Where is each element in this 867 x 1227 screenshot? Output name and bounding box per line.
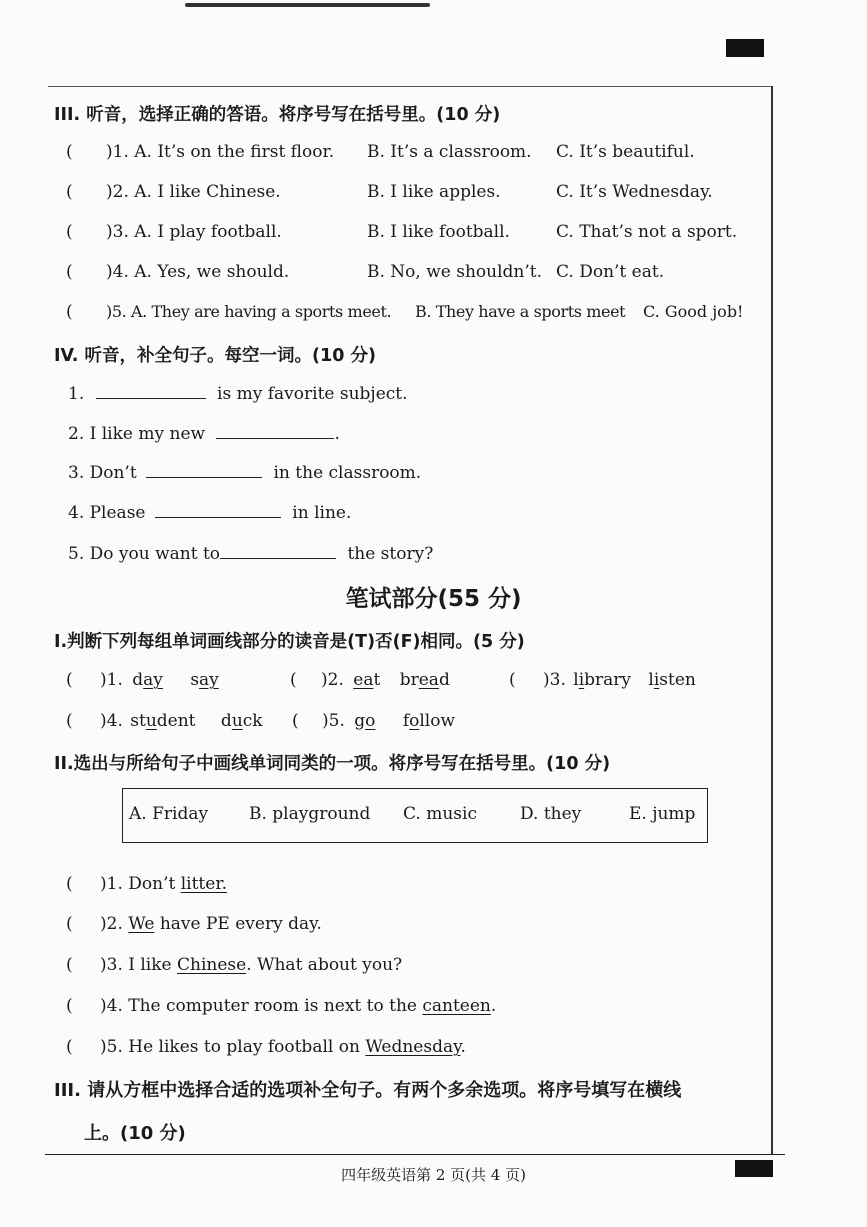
item-number: )5. — [322, 711, 345, 731]
question-option-c: C. It’s Wednesday. — [556, 182, 713, 202]
options-box — [122, 788, 708, 843]
underlined-part: o — [409, 711, 420, 731]
word-part: t — [373, 670, 381, 690]
question-option-b: B. No, we shouldn’t. — [367, 262, 542, 282]
sentence-3 — [68, 463, 421, 483]
underlined-part: ay — [199, 670, 219, 690]
sentence-text: . — [460, 1037, 466, 1057]
classify-item-4 — [100, 996, 496, 1016]
page-frame-top — [48, 86, 773, 87]
option-d: D. they — [520, 804, 582, 824]
sentence-4 — [68, 503, 351, 523]
fill-blank[interactable] — [96, 384, 206, 399]
answer-bracket[interactable]: ( — [66, 142, 73, 162]
word-part: sten — [659, 670, 696, 690]
underlined-part: ay — [143, 670, 163, 690]
registration-mark — [726, 39, 764, 57]
phonics-item-2 — [321, 670, 450, 690]
question-option-a: )3. A. I play football. — [106, 222, 282, 242]
written-section-title: 笔试部分(55 分) — [345, 586, 522, 612]
phonics-item-5 — [322, 711, 455, 731]
phonics-item-4 — [100, 711, 263, 731]
word-part: brary — [584, 670, 632, 690]
option-b: B. playground — [249, 804, 371, 824]
item-number: )1. — [100, 670, 123, 690]
word — [221, 711, 263, 731]
underlined-part: u — [231, 711, 243, 731]
question-option-c: C. It’s beautiful. — [556, 142, 695, 162]
sentence-text: the story? — [347, 544, 434, 564]
underlined-word: canteen — [422, 996, 491, 1016]
classify-item-5 — [100, 1037, 466, 1057]
underlined-part: u — [145, 711, 157, 731]
answer-bracket[interactable]: ( — [66, 955, 73, 975]
question-option-b: B. They have a sports meet — [415, 302, 626, 321]
option-c: C. music — [403, 804, 477, 824]
sentence-text: 3. Don’t — [68, 463, 137, 483]
word-part: d — [220, 711, 232, 731]
word — [190, 670, 218, 690]
sentence-text: )5. He likes to play football on — [100, 1037, 366, 1057]
word-part: d — [438, 670, 450, 690]
word — [132, 670, 163, 690]
word-part: llow — [419, 711, 456, 731]
word-part: st — [130, 711, 146, 731]
underlined-part: ea — [353, 670, 374, 690]
sentence-text: have PE every day. — [154, 914, 322, 934]
word-part: br — [399, 670, 419, 690]
question-option-a: )4. A. Yes, we should. — [106, 262, 290, 282]
answer-bracket[interactable]: ( — [66, 182, 73, 202]
answer-bracket[interactable]: ( — [66, 262, 73, 282]
underlined-word: Wednesday — [365, 1037, 461, 1057]
underlined-part: i — [653, 670, 660, 690]
fill-blank[interactable] — [146, 463, 262, 478]
underlined-word: We — [128, 914, 155, 934]
fill-blank[interactable] — [216, 424, 334, 439]
answer-bracket[interactable]: ( — [290, 670, 297, 690]
answer-bracket[interactable]: ( — [66, 670, 73, 690]
option-a: A. Friday — [129, 804, 209, 824]
sentence-text: in the classroom. — [273, 463, 422, 483]
question-option-b: B. I like apples. — [367, 182, 501, 202]
section-heading-written-3-cont: 上。(10 分) — [84, 1123, 186, 1144]
section-heading-written-2: II.选出与所给句子中画线单词同类的一项。将序号写在括号里。(10 分) — [54, 754, 611, 774]
sentence-text: . — [490, 996, 497, 1016]
section-heading-listening-4: IV. 听音，补全句子。每空一词。(10 分) — [54, 346, 376, 366]
word — [648, 670, 695, 690]
word-part: l — [573, 670, 579, 690]
underlined-word: Chinese — [177, 955, 247, 975]
question-option-b: B. It’s a classroom. — [367, 142, 532, 162]
answer-bracket[interactable]: ( — [66, 914, 73, 934]
word — [403, 711, 455, 731]
word-part: g — [354, 711, 366, 731]
sentence-text: . — [334, 424, 340, 444]
sentence-text: )2. — [100, 914, 129, 934]
sentence-text: )3. I like — [100, 955, 178, 975]
phonics-item-3 — [543, 670, 696, 690]
word-part: ck — [242, 711, 263, 731]
fill-blank[interactable] — [220, 544, 336, 559]
sentence-text: . What about you? — [246, 955, 403, 975]
sentence-text: 5. Do you want to — [68, 544, 221, 564]
classify-item-3 — [100, 955, 402, 975]
word-part: d — [132, 670, 144, 690]
sentence-text: 2. I like my new — [68, 424, 206, 444]
question-option-a: )1. A. It’s on the first floor. — [106, 142, 335, 162]
answer-bracket[interactable]: ( — [66, 222, 73, 242]
question-option-a: )5. A. They are having a sports meet. — [106, 302, 392, 321]
word — [130, 711, 195, 731]
section-heading-listening-3: III. 听音，选择正确的答语。将序号写在括号里。(10 分) — [54, 105, 501, 125]
underlined-part: ea — [418, 670, 439, 690]
sentence-1 — [68, 384, 408, 404]
word-part: f — [402, 711, 410, 731]
word-part: dent — [156, 711, 196, 731]
fill-blank[interactable] — [155, 503, 281, 518]
item-number: )3. — [543, 670, 566, 690]
answer-bracket[interactable]: ( — [66, 302, 73, 322]
phonics-item-1 — [100, 670, 219, 690]
page-frame-bottom — [45, 1154, 785, 1155]
underlined-part: i — [578, 670, 585, 690]
word — [353, 670, 380, 690]
underlined-word: litter. — [180, 874, 227, 894]
sentence-2 — [68, 424, 340, 444]
answer-bracket[interactable]: ( — [509, 670, 516, 690]
classify-item-2 — [100, 914, 322, 934]
item-number: )4. — [100, 711, 123, 731]
sentence-text: 1. — [68, 384, 85, 404]
word — [400, 670, 450, 690]
sentence-text: is my favorite subject. — [217, 384, 408, 404]
sentence-text: 4. Please — [68, 503, 146, 523]
underlined-part: o — [365, 711, 376, 731]
section-heading-written-1: I.判断下列每组单词画线部分的读音是(T)否(F)相同。(5 分) — [54, 632, 525, 652]
question-option-c: C. Good job! — [643, 302, 744, 321]
word-part: s — [190, 670, 200, 690]
option-e: E. jump — [629, 804, 696, 824]
question-option-a: )2. A. I like Chinese. — [106, 182, 281, 202]
sentence-text: )1. Don’t — [100, 874, 181, 894]
sentence-text: )4. The computer room is next to the — [100, 996, 423, 1016]
answer-bracket[interactable]: ( — [292, 711, 299, 731]
answer-bracket[interactable]: ( — [66, 711, 73, 731]
sentence-text: in line. — [292, 503, 352, 523]
section-heading-written-3: III. 请从方框中选择合适的选项补全句子。有两个多余选项。将序号填写在横线 — [54, 1080, 682, 1101]
answer-bracket[interactable]: ( — [66, 1037, 73, 1057]
question-option-c: C. Don’t eat. — [556, 262, 665, 282]
sentence-5 — [68, 544, 433, 564]
word-part: l — [648, 670, 654, 690]
answer-bracket[interactable]: ( — [66, 996, 73, 1016]
scan-artifact — [185, 3, 430, 7]
item-number: )2. — [321, 670, 344, 690]
question-option-c: C. That’s not a sport. — [556, 222, 738, 242]
classify-item-1 — [100, 874, 227, 894]
word — [573, 670, 631, 690]
question-option-b: B. I like football. — [367, 222, 510, 242]
page-footer: 四年级英语第 2 页(共 4 页) — [341, 1166, 526, 1184]
word — [354, 711, 375, 731]
answer-bracket[interactable]: ( — [66, 874, 73, 894]
page-frame-right — [771, 86, 773, 1154]
